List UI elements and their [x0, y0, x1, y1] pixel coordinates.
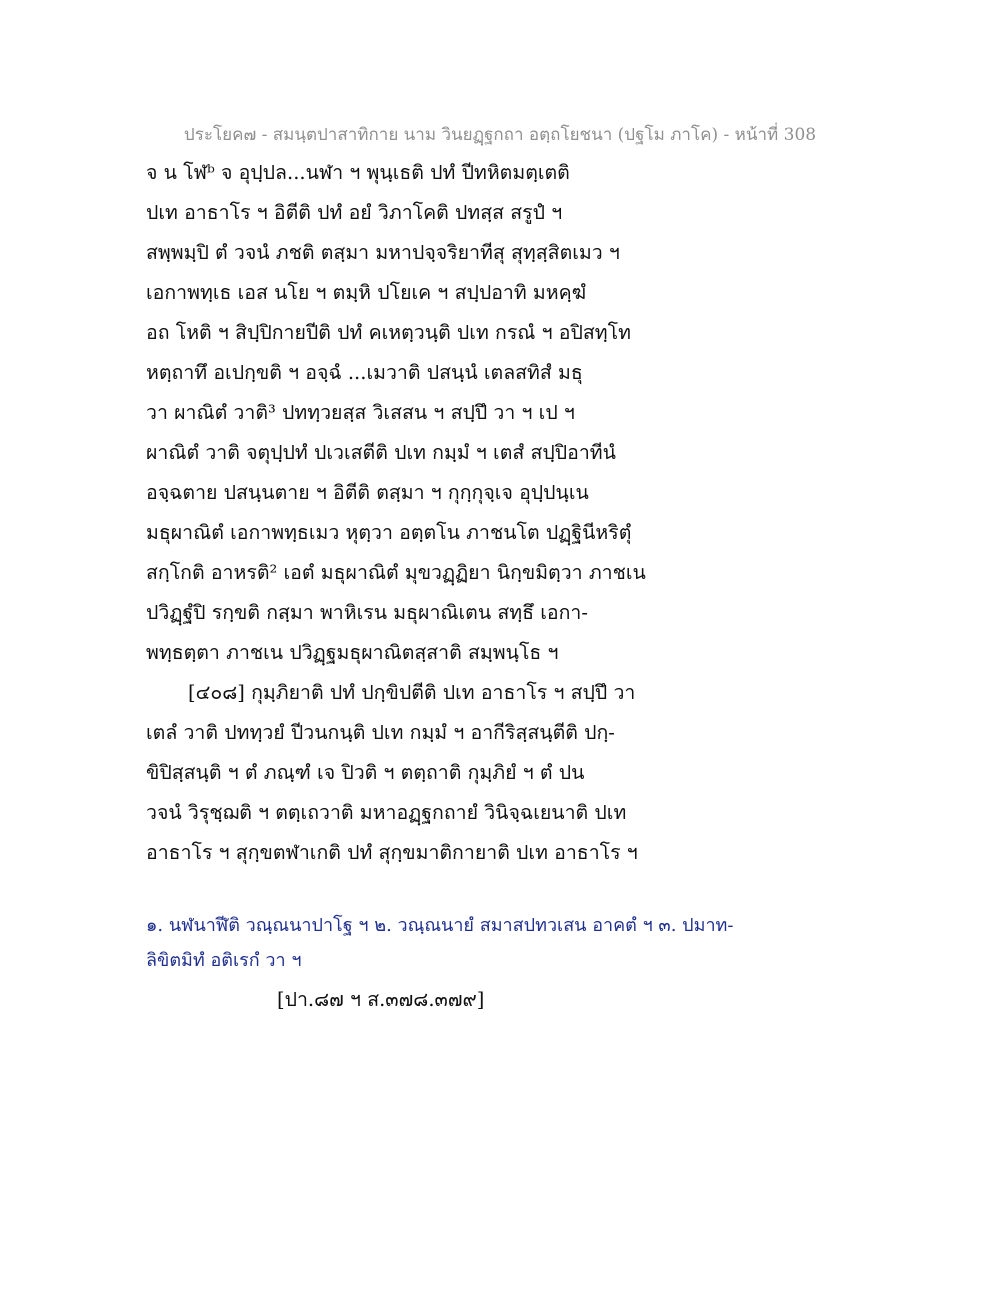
footnote-line: ลิขิตมิทํ อติเรกํ วา ฯ	[146, 950, 302, 971]
footnotes	[146, 911, 866, 981]
body-line: พทฺธตฺตา ภาชเน ปวิฏฺฐมธุผาณิตสฺสาติ สมฺพนฺโธ ฯ	[146, 641, 559, 664]
body-line: สกฺโกติ อาหรติ² เอตํ มธุผาณิตํ มุขวฏฺฏิยา นิกฺขมิตฺวา ภาชเน	[146, 561, 646, 584]
body-line: ผาณิตํ วาติ จตุปฺปทํ ปเวเสตีติ ปเท กมฺมํ ฯ เตสํ สปฺปิอาทีนํ	[146, 441, 616, 464]
body-line: วา ผาณิตํ วาติ³ ปททฺวยสฺส วิเสสน ฯ สปฺปึ วา ฯ เป ฯ	[146, 401, 575, 424]
body-line: ขิปิสฺสนฺติ ฯ ตํ ภณฺฑํ เจ ปิวติ ฯ ตตฺถาติ กุมฺภิยํ ฯ ตํ ปน	[146, 761, 585, 784]
body-line: เตลํ วาติ ปททฺวยํ ปีวนกนฺติ ปเท กมฺมํ ฯ อากีริสฺสนฺตีติ ปกฺ-	[146, 721, 615, 744]
body-line: หตฺถาทึ อเปกฺขติ ฯ อจฺฉํ ...เมวาติ ปสนฺนํ เตลสทิสํ มธุ	[146, 361, 583, 384]
page-header: ประโยค๗ - สมนฺตปาสาทิกาย นาม วินยฏฺฐกถา อตฺถโยชนา (ปฐโม ภาโค) - หน้าที่ 308	[183, 125, 817, 145]
body-text	[146, 158, 866, 878]
body-line: สพฺพมฺปิ ตํ วจนํ ภชติ ตสฺมา มหาปจฺจริยาทีสุ สุทฺสฺสิตเมว ฯ	[146, 241, 620, 264]
body-line: อจฺฉตาย ปสนฺนตาย ฯ อิตีติ ตสฺมา ฯ กุกฺกุจฺเจ อุปฺปนฺเน	[146, 481, 589, 504]
body-line: อาธาโร ฯ สุกฺขตฬาเกติ ปทํ สุกฺขมาติกายาติ ปเท อาธาโร ฯ	[146, 841, 638, 864]
body-line: ปเท อาธาโร ฯ อิตีติ ปทํ อยํ วิภาโคติ ปทสฺส สรูปํ ฯ	[146, 201, 563, 224]
body-line: ปวิฏฺฐํปิ รกฺขติ กสฺมา พาหิเรน มธุผาณิเตน สทฺธึ เอกา-	[146, 601, 588, 624]
body-line: มธุผาณิตํ เอกาพทฺธเมว หุตฺวา อตฺตโน ภาชนโต ปฏฺฐินีหริตุํ	[146, 521, 632, 544]
body-line: วจนํ วิรุชฺฌติ ฯ ตตฺเถวาติ มหาอฏฺฐกถายํ วินิจฺฉเยนาติ ปเท	[146, 801, 627, 824]
footnote-line: ๑. นฬนาฬีติ วณฺณนาปาโฐ ฯ ๒. วณฺณนายํ สมาสปทวเสน อาคตํ ฯ ๓. ปมาท-	[146, 915, 734, 936]
page-reference: [ปา.๘๗ ฯ ส.๓๗๘.๓๗๙]	[277, 988, 485, 1011]
body-line: จ น โฬᵇ จ อุปฺปล...นฬา ฯ พุนฺเธติ ปทํ ปีทหิตมตฺเตติ	[146, 161, 570, 184]
body-line: เอกาพทฺเธ เอส นโย ฯ ตมฺหิ ปโยเค ฯ สปฺปอาทิ มหคฺฆํ	[146, 281, 587, 304]
body-line: อถ โหติ ฯ สิปฺปิกายปีติ ปทํ คเหตฺวนฺติ ปเท กรณํ ฯ อปิสทฺโท	[146, 321, 631, 344]
paragraph-start-line: [๔๐๘] กุมฺภิยาติ ปทํ ปกฺขิปตีติ ปเท อาธาโร ฯ สปฺปึ วา	[188, 681, 636, 704]
